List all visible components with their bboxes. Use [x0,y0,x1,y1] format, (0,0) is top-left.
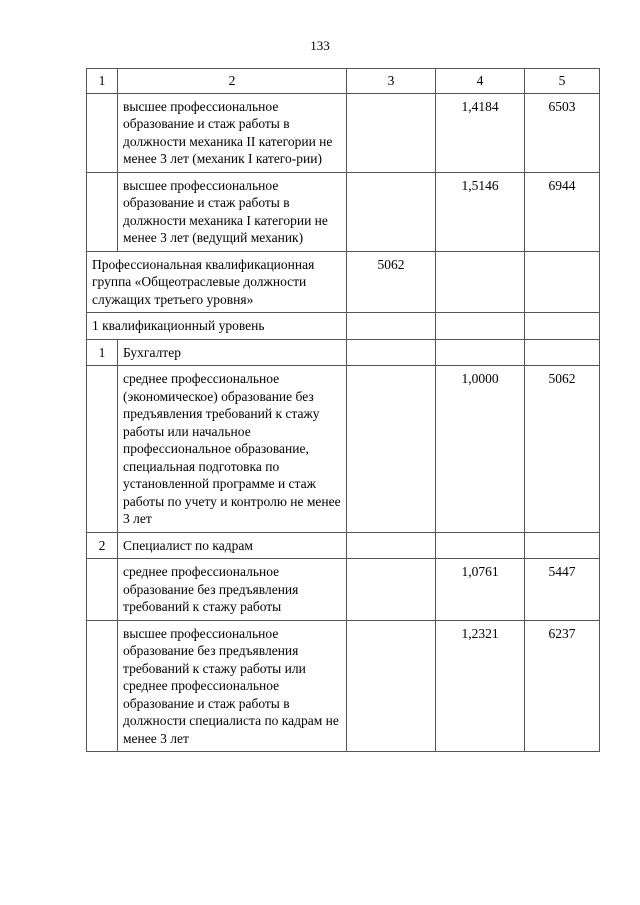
cell-coefficient: 1,2321 [436,620,525,752]
cell-number [87,559,118,621]
cell-requirements: высшее профессиональное образование без предъявления требований к стажу работы или среднее профессиональное образование и стаж работы в должности специалиста по кадрам не менее 3 лет [118,620,347,752]
cell-base-salary [347,559,436,621]
cell-level-title: 1 квалификационный уровень [87,313,347,340]
table-row [87,559,600,621]
cell-coefficient [436,339,525,366]
cell-coefficient: 1,4184 [436,93,525,172]
cell-requirements: высшее профессиональное образование и стаж работы в должности механика I категории не менее 3 лет (ведущий механик) [118,172,347,251]
table-row [87,366,600,533]
cell-requirements: среднее профессиональное образование без предъявления требований к стажу работы [118,559,347,621]
cell-coefficient [436,251,525,313]
cell-position-title: Бухгалтер [118,339,347,366]
header-col-1: 1 [87,69,118,94]
cell-requirements: высшее профессиональное образование и стаж работы в должности механика II категории не менее 3 лет (механик I катего-рии) [118,93,347,172]
cell-number [87,620,118,752]
salary-table [86,68,600,752]
cell-salary: 6944 [525,172,600,251]
header-col-5: 5 [525,69,600,94]
cell-position-title: Специалист по кадрам [118,532,347,559]
cell-salary [525,313,600,340]
cell-coefficient [436,532,525,559]
cell-number [87,93,118,172]
cell-salary [525,339,600,366]
cell-coefficient: 1,0000 [436,366,525,533]
cell-number [87,172,118,251]
header-col-4: 4 [436,69,525,94]
table-row-level [87,313,600,340]
cell-base-salary [347,93,436,172]
table-row-position [87,532,600,559]
table-row [87,93,600,172]
table-row-position [87,339,600,366]
cell-number: 2 [87,532,118,559]
cell-salary [525,532,600,559]
cell-base-salary [347,532,436,559]
cell-group-title: Профессиональная квалификационная группа «Общеотраслевые должности служащих третьего уровня» [87,251,347,313]
cell-coefficient [436,313,525,340]
header-col-3: 3 [347,69,436,94]
header-col-2: 2 [118,69,347,94]
cell-salary: 6503 [525,93,600,172]
cell-base-salary [347,172,436,251]
cell-coefficient: 1,5146 [436,172,525,251]
cell-base-salary [347,366,436,533]
cell-salary: 6237 [525,620,600,752]
cell-coefficient: 1,0761 [436,559,525,621]
table-row [87,172,600,251]
cell-salary [525,251,600,313]
cell-salary: 5062 [525,366,600,533]
cell-salary: 5447 [525,559,600,621]
cell-number: 1 [87,339,118,366]
table-row-group [87,251,600,313]
cell-base-salary: 5062 [347,251,436,313]
cell-base-salary [347,313,436,340]
cell-requirements: среднее профессиональное (экономическое) образование без предъявления требований к стажу работы или начальное профессиональное образование, специальная подготовка по установленной программе и стаж работы по учету и контролю не менее 3 лет [118,366,347,533]
cell-base-salary [347,620,436,752]
table-header-row [87,69,600,94]
cell-number [87,366,118,533]
cell-base-salary [347,339,436,366]
page-number: 133 [310,38,330,53]
table-row [87,620,600,752]
